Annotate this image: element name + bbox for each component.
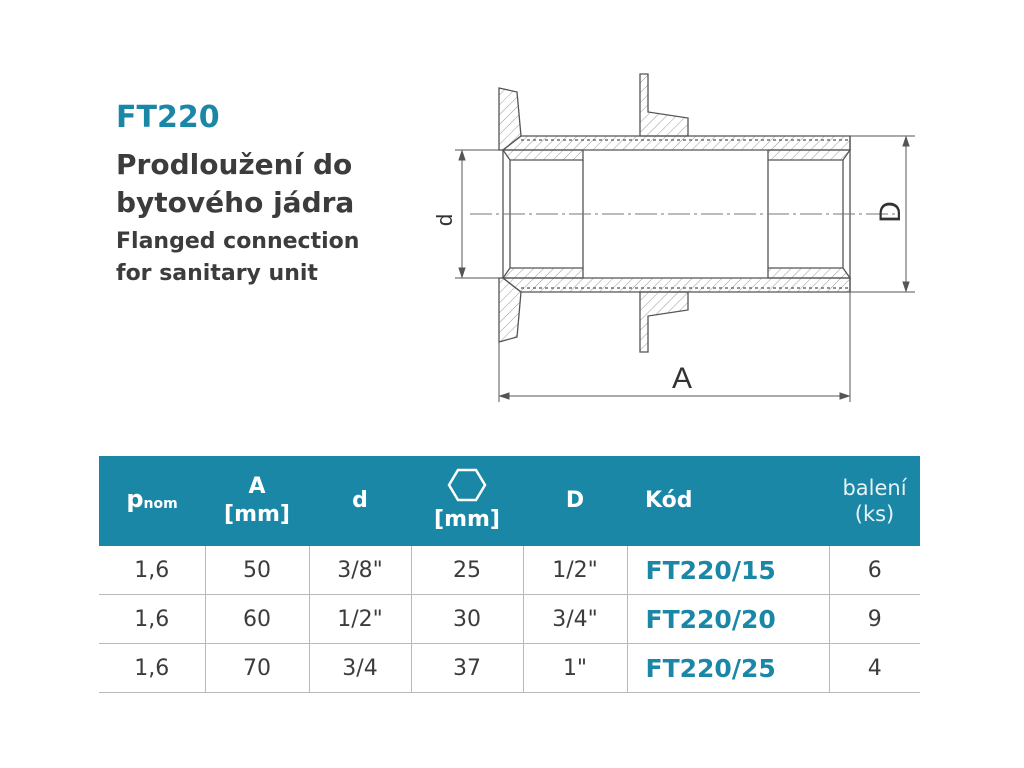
header-baleni: balení (ks): [829, 456, 920, 546]
spec-table: [99, 456, 920, 693]
cell-baleni: 6: [829, 546, 920, 595]
cell-D: 1": [523, 644, 627, 693]
cell-a: 70: [205, 644, 309, 693]
nut-top: [640, 74, 688, 136]
cell-kod: FT220/20: [627, 595, 829, 644]
product-name-en-line1: Flanged connection: [116, 229, 360, 254]
product-name-en-line2: for sanitary unit: [116, 261, 318, 286]
cell-hex: 30: [411, 595, 523, 644]
technical-drawing: [430, 70, 930, 415]
hexagon-icon: [447, 468, 487, 502]
product-name-en: [116, 226, 416, 290]
cell-hex: 25: [411, 546, 523, 595]
table-header-row: [99, 456, 920, 546]
label-d: d: [432, 213, 457, 227]
product-code: FT220: [116, 100, 220, 135]
cell-hex: 37: [411, 644, 523, 693]
product-name-cz: [116, 146, 416, 222]
inner-step-right-top: [768, 150, 850, 160]
product-name-cz-line1: Prodloužení do: [116, 148, 353, 181]
cell-kod: FT220/25: [627, 644, 829, 693]
table-row: [99, 644, 920, 693]
header-kod: Kód: [627, 456, 829, 546]
inner-step-left-bottom: [503, 268, 583, 278]
cell-pnom: 1,6: [99, 595, 205, 644]
label-D: D: [874, 201, 907, 223]
cell-d: 3/8": [309, 546, 411, 595]
body-wall-top: [503, 136, 850, 150]
cell-kod: FT220/15: [627, 546, 829, 595]
header-pnom: pnom: [99, 456, 205, 546]
header-hex: [mm]: [411, 456, 523, 546]
cell-a: 60: [205, 595, 309, 644]
table-row: [99, 546, 920, 595]
header-d: d: [309, 456, 411, 546]
cell-d: 1/2": [309, 595, 411, 644]
cell-pnom: 1,6: [99, 644, 205, 693]
inner-step-right-bottom: [768, 268, 850, 278]
cell-a: 50: [205, 546, 309, 595]
nut-bottom: [640, 292, 688, 352]
cell-pnom: 1,6: [99, 546, 205, 595]
cell-d: 3/4: [309, 644, 411, 693]
header-a: A [mm]: [205, 456, 309, 546]
table-row: [99, 595, 920, 644]
title-block: [116, 100, 416, 290]
cell-D: 1/2": [523, 546, 627, 595]
cell-D: 3/4": [523, 595, 627, 644]
cell-baleni: 9: [829, 595, 920, 644]
cell-baleni: 4: [829, 644, 920, 693]
body-wall-bottom: [503, 278, 850, 292]
inner-step-left-top: [503, 150, 583, 160]
product-name-cz-line2: bytového jádra: [116, 186, 355, 219]
label-A: A: [671, 362, 693, 395]
header-D: D: [523, 456, 627, 546]
